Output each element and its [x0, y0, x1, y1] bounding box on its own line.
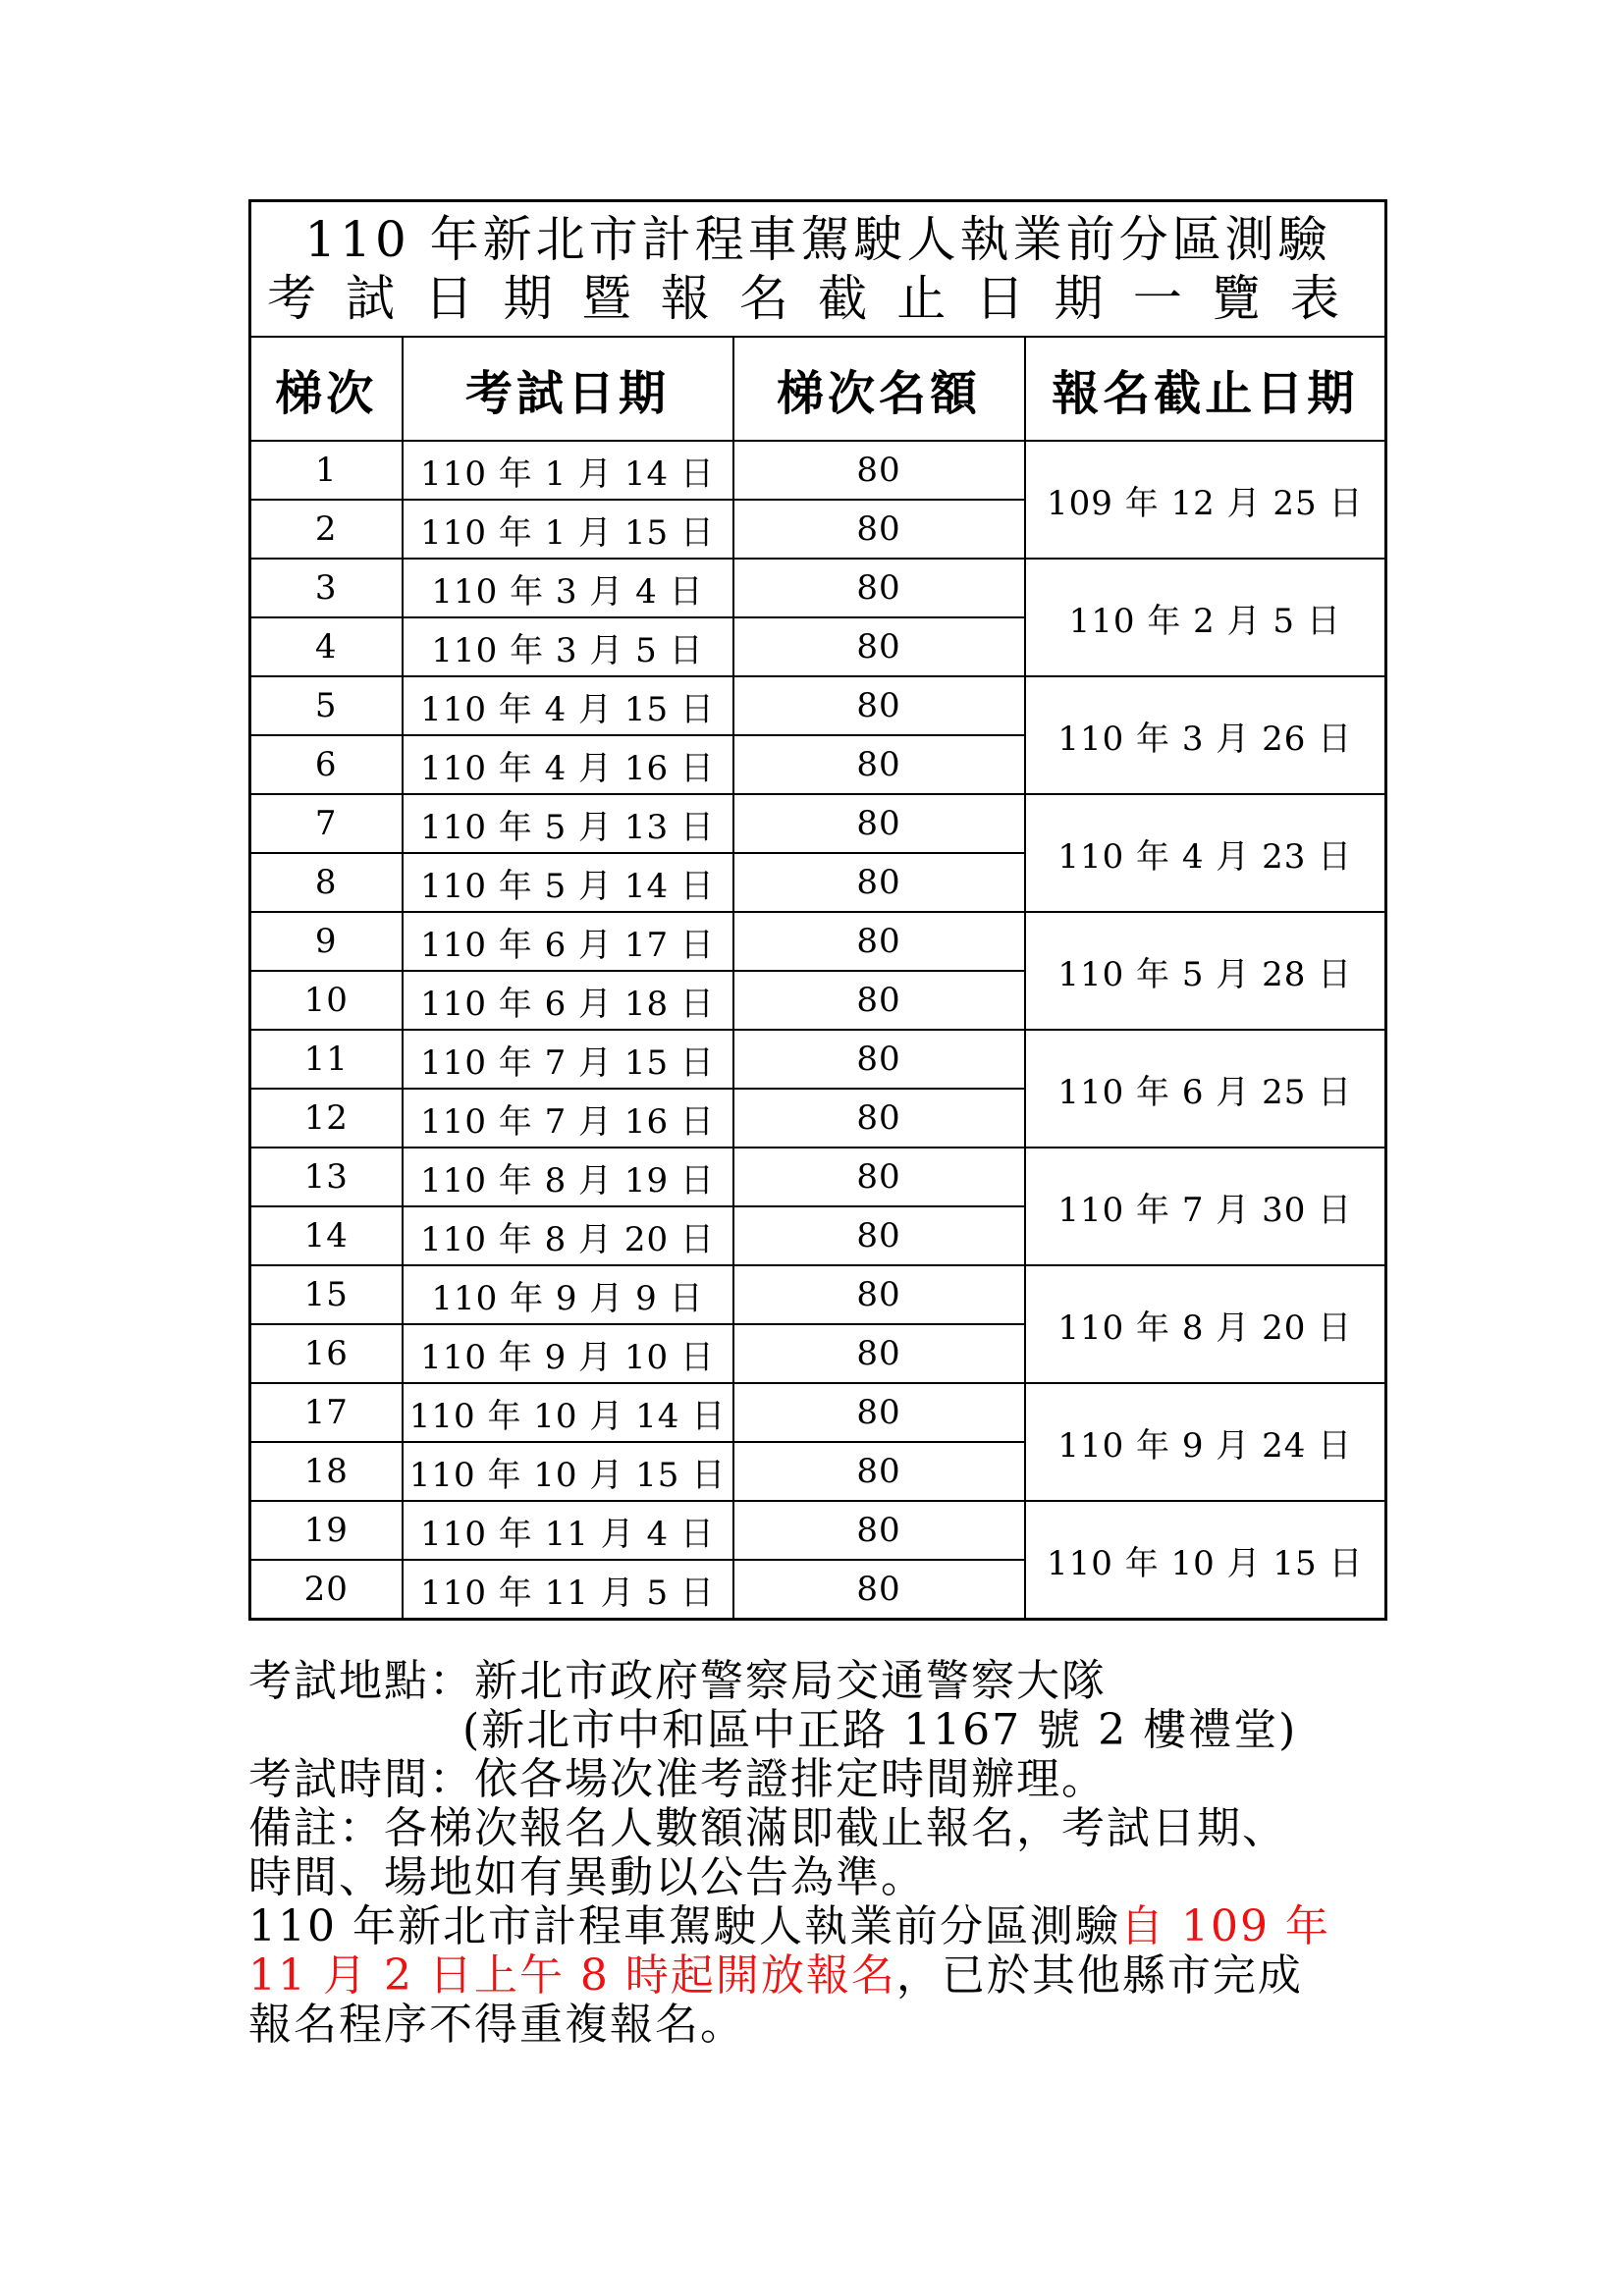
session-quota: 80: [733, 853, 1025, 912]
registration-deadline: 110 年 7 月 30 日: [1025, 1148, 1386, 1265]
exam-time: 考試時間：依各場次准考證排定時間辦理。: [248, 1754, 1107, 1804]
session-number: 12: [250, 1089, 403, 1148]
session-quota: 80: [733, 559, 1025, 617]
exam-date: 110 年 4 月 15 日: [403, 676, 733, 735]
table-row: [250, 676, 1386, 735]
registration-prefix: 110 年新北市計程車駕駛人執業前分區測驗: [248, 1901, 1120, 1951]
header-exam-date: 考試日期: [403, 337, 733, 441]
session-number: 13: [250, 1148, 403, 1206]
exam-date: 110 年 9 月 9 日: [403, 1265, 733, 1324]
exam-date: 110 年 8 月 20 日: [403, 1206, 733, 1265]
session-number: 11: [250, 1030, 403, 1089]
session-number: 9: [250, 912, 403, 971]
exam-date: 110 年 5 月 14 日: [403, 853, 733, 912]
session-quota: 80: [733, 1148, 1025, 1206]
table-row: [250, 1030, 1386, 1089]
table-row: [250, 559, 1386, 617]
session-number: 5: [250, 676, 403, 735]
session-quota: 80: [733, 1089, 1025, 1148]
registration-deadline: 110 年 3 月 26 日: [1025, 676, 1386, 794]
session-number: 8: [250, 853, 403, 912]
exam-date: 110 年 4 月 16 日: [403, 735, 733, 794]
session-number: 14: [250, 1206, 403, 1265]
registration-notice-1: [248, 1902, 1387, 1951]
session-number: 16: [250, 1324, 403, 1383]
registration-deadline: 110 年 9 月 24 日: [1025, 1383, 1386, 1501]
remark-line-2: 時間、場地如有異動以公告為準。: [248, 1852, 926, 1902]
session-number: 2: [250, 500, 403, 559]
header-session: 梯次: [250, 337, 403, 441]
session-quota: 80: [733, 1324, 1025, 1383]
exam-date: 110 年 10 月 14 日: [403, 1383, 733, 1442]
session-number: 17: [250, 1383, 403, 1442]
session-quota: 80: [733, 1560, 1025, 1620]
session-quota: 80: [733, 1206, 1025, 1265]
header-quota: 梯次名額: [733, 337, 1025, 441]
title-line-1: 110 年新北市計程車駕駛人執業前分區測驗: [304, 211, 1331, 268]
exam-date: 110 年 3 月 5 日: [403, 617, 733, 676]
exam-date: 110 年 6 月 17 日: [403, 912, 733, 971]
session-number: 4: [250, 617, 403, 676]
session-number: 15: [250, 1265, 403, 1324]
registration-deadline: 110 年 6 月 25 日: [1025, 1030, 1386, 1148]
registration-notice-2: [248, 1951, 1387, 2001]
schedule-table: [248, 199, 1387, 1621]
session-number: 10: [250, 971, 403, 1030]
exam-address: (新北市中和區中正路 1167 號 2 樓禮堂): [462, 1705, 1298, 1755]
session-quota: 80: [733, 1265, 1025, 1324]
exam-date: 110 年 10 月 15 日: [403, 1442, 733, 1501]
exam-date: 110 年 1 月 14 日: [403, 441, 733, 500]
session-quota: 80: [733, 1501, 1025, 1560]
exam-location: 考試地點：新北市政府警察局交通警察大隊: [248, 1656, 1107, 1706]
table-row: [250, 1148, 1386, 1206]
registration-deadline: 110 年 2 月 5 日: [1025, 559, 1386, 676]
registration-start-highlight-2: 11 月 2 日上午 8 時起開放報名: [248, 1950, 896, 2001]
exam-date: 110 年 9 月 10 日: [403, 1324, 733, 1383]
exam-date: 110 年 3 月 4 日: [403, 559, 733, 617]
registration-deadline: 110 年 8 月 20 日: [1025, 1265, 1386, 1383]
table-row: [250, 1383, 1386, 1442]
exam-date: 110 年 8 月 19 日: [403, 1148, 733, 1206]
registration-deadline: 109 年 12 月 25 日: [1025, 441, 1386, 559]
exam-date: 110 年 11 月 4 日: [403, 1501, 733, 1560]
session-quota: 80: [733, 735, 1025, 794]
session-quota: 80: [733, 441, 1025, 500]
table-title: [250, 201, 1386, 338]
table-row: [250, 1501, 1386, 1560]
registration-notice-3: 報名程序不得重複報名。: [248, 2000, 745, 2050]
remark-line-1: 備註：各梯次報名人數額滿即截止報名，考試日期、: [248, 1803, 1287, 1853]
registration-deadline: 110 年 4 月 23 日: [1025, 794, 1386, 912]
exam-date: 110 年 11 月 5 日: [403, 1560, 733, 1620]
table-row: [250, 912, 1386, 971]
session-number: 6: [250, 735, 403, 794]
session-quota: 80: [733, 912, 1025, 971]
session-number: 19: [250, 1501, 403, 1560]
header-row: [250, 337, 1386, 441]
registration-deadline: 110 年 10 月 15 日: [1025, 1501, 1386, 1620]
exam-date: 110 年 7 月 16 日: [403, 1089, 733, 1148]
session-quota: 80: [733, 1383, 1025, 1442]
session-number: 20: [250, 1560, 403, 1620]
registration-deadline: 110 年 5 月 28 日: [1025, 912, 1386, 1030]
header-deadline: 報名截止日期: [1025, 337, 1386, 441]
session-number: 7: [250, 794, 403, 853]
session-quota: 80: [733, 1030, 1025, 1089]
notes-section: [248, 1657, 1387, 2050]
session-quota: 80: [733, 794, 1025, 853]
session-number: 3: [250, 559, 403, 617]
exam-date: 110 年 6 月 18 日: [403, 971, 733, 1030]
title-line-2: 考試日期暨報名截止日期一覽表: [267, 270, 1369, 327]
session-quota: 80: [733, 1442, 1025, 1501]
session-quota: 80: [733, 500, 1025, 559]
exam-date: 110 年 1 月 15 日: [403, 500, 733, 559]
exam-date: 110 年 5 月 13 日: [403, 794, 733, 853]
table-row: [250, 794, 1386, 853]
session-quota: 80: [733, 617, 1025, 676]
registration-start-highlight-1: 自 109 年: [1119, 1901, 1330, 1951]
exam-date: 110 年 7 月 15 日: [403, 1030, 733, 1089]
session-number: 1: [250, 441, 403, 500]
session-quota: 80: [733, 971, 1025, 1030]
table-row: [250, 441, 1386, 500]
table-row: [250, 1265, 1386, 1324]
registration-suffix: ，已於其他縣市完成: [895, 1950, 1303, 2001]
session-quota: 80: [733, 676, 1025, 735]
session-number: 18: [250, 1442, 403, 1501]
